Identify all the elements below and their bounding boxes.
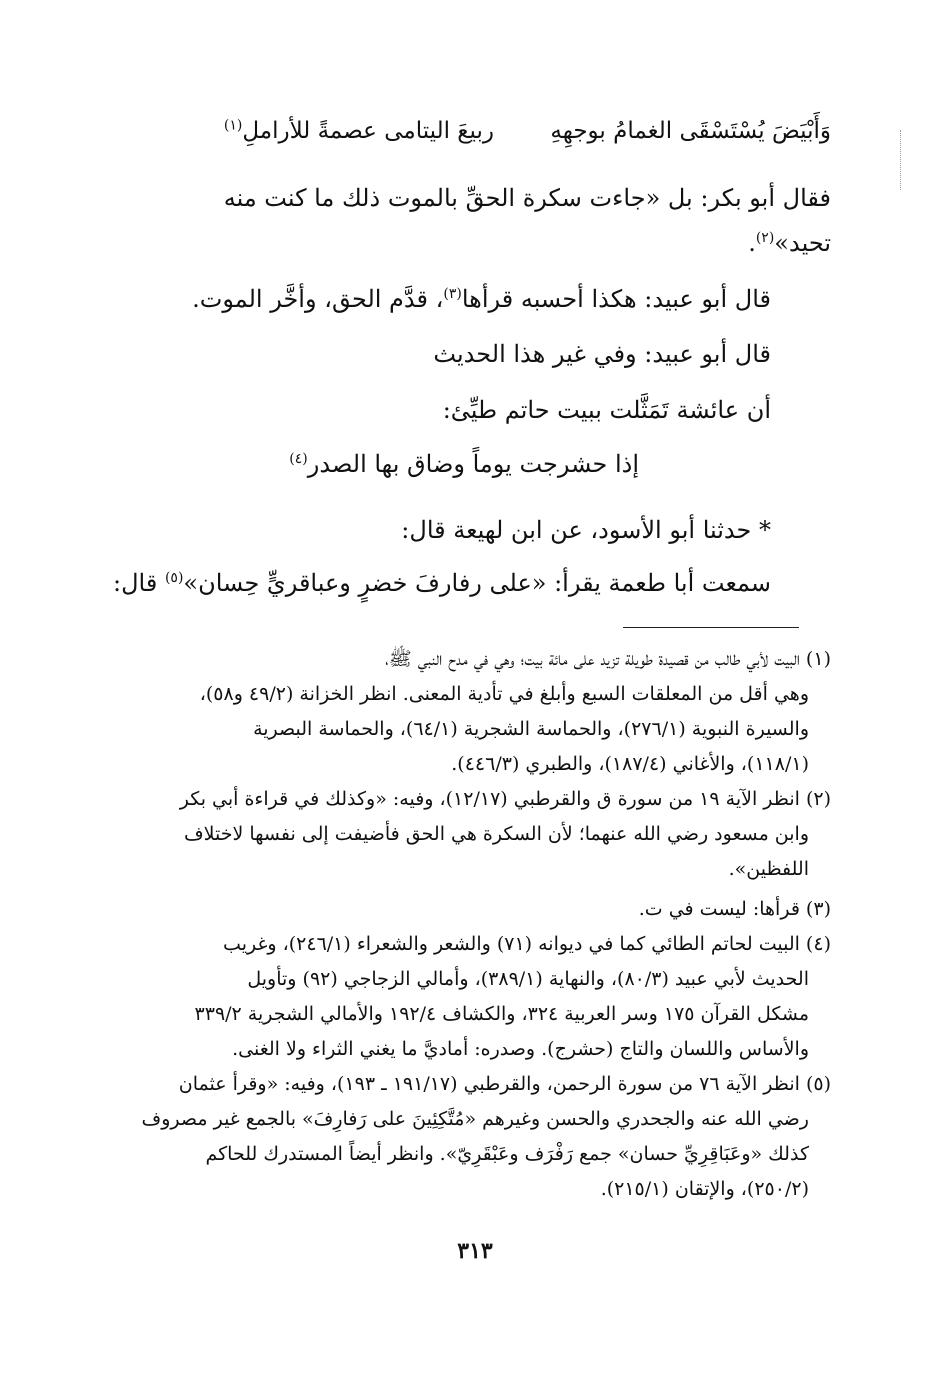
verse-second-hemistich [550, 118, 831, 144]
body-line-7 [401, 515, 771, 545]
footnote-4-line-2: الحديث لأبي عبيد (٨٠/٣)، والنهاية (٣٨٩/١)، وأمالي الزجاجي (٩٢) وتأويل [247, 968, 809, 990]
footnote-2-line-1: (٢) انظر الآية ١٩ من سورة ق والقرطبي (١٢/١٧)، وفيه: «وكذلك في قراءة أبي بكر [179, 788, 831, 810]
footnote-5-line-2: رضي الله عنه والجحدري والحسن وغيرهم «مُتَّكِئِينَ على رَفارِفَ» بالجمع غير مصروف [141, 1108, 809, 1130]
body-line-3-text-a: قال أبو عبيد: هكذا أحسبه قرأها [461, 285, 771, 313]
body-line-4 [433, 339, 771, 369]
footnote-2-line-3: اللفظين». [728, 858, 809, 880]
body-line-2-ref: (٢) [755, 230, 775, 246]
body-line-2-end: . [748, 229, 756, 257]
body-line-6-ref: (٤) [289, 451, 308, 467]
footnote-4-line-4: والأساس واللسان والتاج (حشرج). وصدره: أماديَّ ما يغني الثراء ولا الغنى. [232, 1038, 809, 1060]
body-line-6 [289, 449, 639, 479]
body-line-4-text: قال أبو عبيد: وفي غير هذا الحديث [433, 340, 771, 368]
footnote-4-line-1: (٤) البيت لحاتم الطائي كما في ديوانه (٧١) والشعر والشعراء (٢٤٦/١)، وغريب [223, 933, 831, 955]
footnote-5-line-3: كذلك «وعَبَاقِرِيِّ حسان» جمع رَفْرَف وعَبْقَرِيّ». وانظر أيضاً المستدرك للحاكم [205, 1143, 809, 1165]
footnote-4-line-3: مشكل القرآن ١٧٥ وسر العربية ٣٢٤، والكشاف ١٩٢/٤ والأمالي الشجرية ٣٣٩/٢ [194, 1003, 809, 1025]
verse-second-hemistich-text: ربيعَ اليتامى عصمةً للأراملِ [242, 118, 494, 144]
verse-footnote-ref: (١) [223, 117, 243, 134]
body-line-3-ref: (٣) [443, 286, 462, 302]
body-line-2-text: تحيد» [774, 229, 831, 257]
footnote-1-line-3: والسيرة النبوية (٢٧٦/١)، والحماسة الشجرية (٦٤/١)، والحماسة البصرية [253, 718, 809, 740]
footnote-1-line-1: (١) البيت لأبي طالب من قصيدة طويلة تزيد على مائة بيت؛ وهي في مدح النبي ﷺ، [385, 648, 831, 670]
body-line-6-text: إذا حشرجت يوماً وضاق بها الصدر [307, 450, 639, 478]
scan-margin-mark [900, 130, 901, 190]
footnote-1-line-4: (١١٨/١)، والأغاني (١٨٧/٤)، والطبري (٤٤٦/٣). [451, 753, 809, 775]
body-line-3-text-b: ، قدَّم الحق، وأخَّر الموت. [192, 285, 444, 313]
body-line-2 [748, 228, 831, 258]
footnote-5-line-1: (٥) انظر الآية ٧٦ من سورة الرحمن، والقرطبي (١٩١/١٧ ـ ١٩٣)، وفيه: «وقرأ عثمان [178, 1073, 831, 1095]
footnote-separator [623, 627, 799, 628]
body-line-5-text: أن عائشة تَمَثَّلت ببيت حاتم طيِّئ: [442, 396, 771, 424]
body-line-5 [443, 395, 771, 425]
footnote-2-line-2: وابن مسعود رضي الله عنهما؛ لأن السكرة هي الحق فأضيفت إلى نفسها لاختلاف [183, 823, 809, 845]
body-line-8-ref: (٥) [164, 570, 184, 586]
body-line-1 [224, 183, 831, 213]
footnote-5-line-4: (٢٥٠/٢)، والإتقان (٢١٥/١). [600, 1178, 809, 1200]
body-line-7-text: * حدثنا أبو الأسود، عن ابن لهيعة قال: [401, 516, 771, 544]
body-line-8 [113, 568, 771, 598]
body-line-8-text-b: قال: [113, 569, 165, 597]
page-number: ٣١٣ [457, 1238, 493, 1264]
body-line-1-text: فقال أبو بكر: بل «جاءت سكرة الحقِّ بالموت ذلك ما كنت منه [223, 184, 831, 212]
verse-first-hemistich [164, 118, 494, 144]
footnote-3-line-1: (٣) قرأها: ليست في ت. [638, 898, 831, 920]
verse-first-hemistich-text: وَأَبْيَضَ يُسْتَسْقَى الغمامُ بوجهِهِ [550, 118, 831, 144]
body-line-3 [192, 284, 771, 314]
footnote-1-line-2: وهي أقل من المعلقات السبع وأبلغ في تأدية المعنى. انظر الخزانة (٤٩/٢ و٥٨)، [199, 683, 809, 705]
body-line-8-text-a: سمعت أبا طعمة يقرأ: «على رفارفَ خضرٍ وعباقريٍّ حِسان» [183, 569, 771, 597]
